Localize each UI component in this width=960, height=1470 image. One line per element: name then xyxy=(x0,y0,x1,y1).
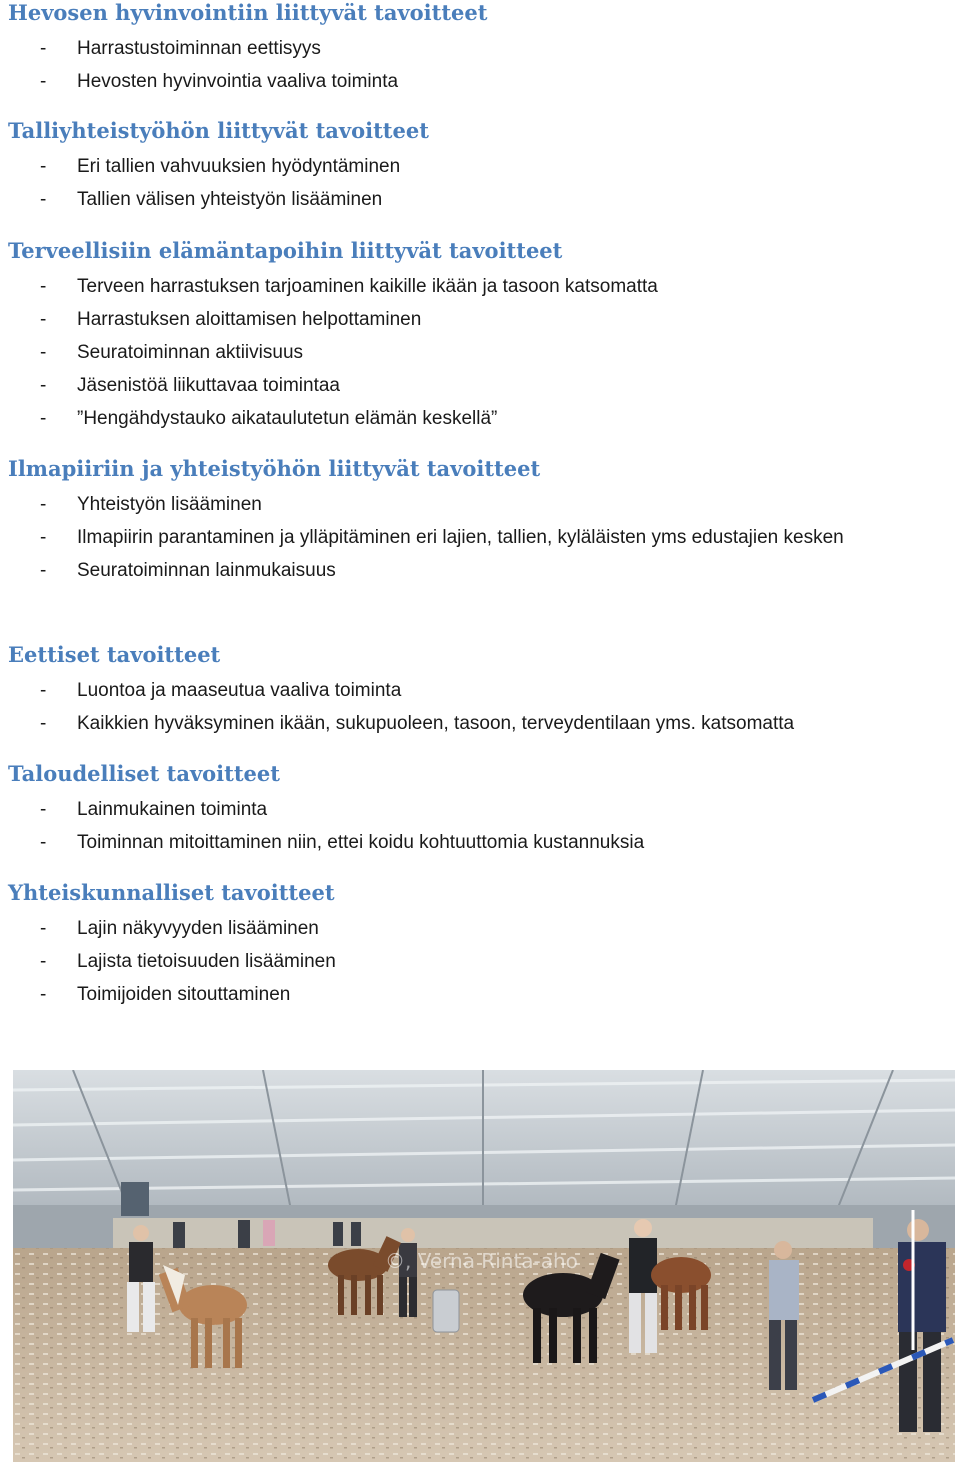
goal-section xyxy=(0,761,960,859)
section-heading: Ilmapiiriin ja yhteistyöhön liittyvät tavoitteet xyxy=(8,456,541,481)
list-bullet: - xyxy=(40,189,47,210)
list-bullet: - xyxy=(40,918,47,939)
goal-section xyxy=(0,880,960,1011)
goal-text: Jäsenistöä liikuttavaa toimintaa xyxy=(77,375,340,396)
section-heading: Terveellisiin elämäntapoihin liittyvät tavoitteet xyxy=(8,238,563,263)
goal-list-item xyxy=(0,270,960,303)
goal-text: Kaikkien hyväksyminen ikään, sukupuoleen, tasoon, terveydentilaan yms. katsomatta xyxy=(77,713,795,734)
list-bullet: - xyxy=(40,799,47,820)
section-heading: Yhteiskunnalliset tavoitteet xyxy=(8,880,335,905)
list-bullet: - xyxy=(40,342,47,363)
goal-list-item xyxy=(0,793,960,826)
list-bullet: - xyxy=(40,71,47,92)
goal-list-item xyxy=(0,303,960,336)
goal-text: Lainmukainen toiminta xyxy=(77,799,268,820)
goal-text: Toimijoiden sitouttaminen xyxy=(77,984,291,1005)
section-heading: Hevosen hyvinvointiin liittyvät tavoitteet xyxy=(8,0,488,25)
goal-text: Harrastustoiminnan eettisyys xyxy=(77,38,321,59)
goal-list-item xyxy=(0,369,960,402)
arena-photo xyxy=(13,1070,955,1462)
goal-section xyxy=(0,456,960,587)
list-bullet: - xyxy=(40,156,47,177)
goal-text: Harrastuksen aloittamisen helpottaminen xyxy=(77,309,422,330)
goal-text: Lajin näkyvyyden lisääminen xyxy=(77,918,319,939)
list-bullet: - xyxy=(40,713,47,734)
list-bullet: - xyxy=(40,276,47,297)
goal-section xyxy=(0,118,960,216)
goal-section xyxy=(0,238,960,435)
list-bullet: - xyxy=(40,408,47,429)
goal-list-item xyxy=(0,912,960,945)
goal-text: Hevosten hyvinvointia vaaliva toiminta xyxy=(77,71,399,92)
goal-section xyxy=(0,0,960,98)
section-heading: Talliyhteistyöhön liittyvät tavoitteet xyxy=(8,118,429,143)
goal-list-item xyxy=(0,488,960,521)
list-bullet: - xyxy=(40,375,47,396)
list-bullet: - xyxy=(40,527,47,548)
goal-text: Toiminnan mitoittaminen niin, ettei koidu kohtuuttomia kustannuksia xyxy=(77,832,645,853)
goal-section xyxy=(0,642,960,740)
list-bullet: - xyxy=(40,38,47,59)
goal-text: Ilmapiirin parantaminen ja ylläpitäminen eri lajien, tallien, kyläläisten yms edustajien kesken xyxy=(77,527,844,548)
section-heading: Taloudelliset tavoitteet xyxy=(8,761,280,786)
goal-text: ”Hengähdystauko aikataulutetun elämän keskellä” xyxy=(77,408,498,429)
arena-photo-image xyxy=(13,1070,955,1462)
goal-list-item xyxy=(0,183,960,216)
goal-text: Eri tallien vahvuuksien hyödyntäminen xyxy=(77,156,401,177)
goal-list-item xyxy=(0,65,960,98)
list-bullet: - xyxy=(40,832,47,853)
list-bullet: - xyxy=(40,494,47,515)
section-heading: Eettiset tavoitteet xyxy=(8,642,221,667)
goal-list-item xyxy=(0,978,960,1011)
goal-list-item xyxy=(0,707,960,740)
goal-text: Lajista tietoisuuden lisääminen xyxy=(77,951,336,972)
goal-text: Seuratoiminnan aktiivisuus xyxy=(77,342,304,363)
list-bullet: - xyxy=(40,680,47,701)
goal-text: Luontoa ja maaseutua vaaliva toiminta xyxy=(77,680,402,701)
list-bullet: - xyxy=(40,309,47,330)
list-bullet: - xyxy=(40,984,47,1005)
goal-list-item xyxy=(0,32,960,65)
goal-list-item xyxy=(0,554,960,587)
goal-text: Yhteistyön lisääminen xyxy=(77,494,262,515)
goal-list-item xyxy=(0,945,960,978)
goal-list-item xyxy=(0,521,960,554)
photo-watermark: ©, Verna Rinta-aho xyxy=(385,1249,578,1273)
goal-list-item xyxy=(0,826,960,859)
goal-list-item xyxy=(0,674,960,707)
goal-text: Tallien välisen yhteistyön lisääminen xyxy=(77,189,383,210)
list-bullet: - xyxy=(40,560,47,581)
goal-list-item xyxy=(0,150,960,183)
list-bullet: - xyxy=(40,951,47,972)
goal-list-item xyxy=(0,336,960,369)
goal-list-item xyxy=(0,402,960,435)
goal-text: Terveen harrastuksen tarjoaminen kaikille ikään ja tasoon katsomatta xyxy=(77,276,658,297)
goal-text: Seuratoiminnan lainmukaisuus xyxy=(77,560,336,581)
